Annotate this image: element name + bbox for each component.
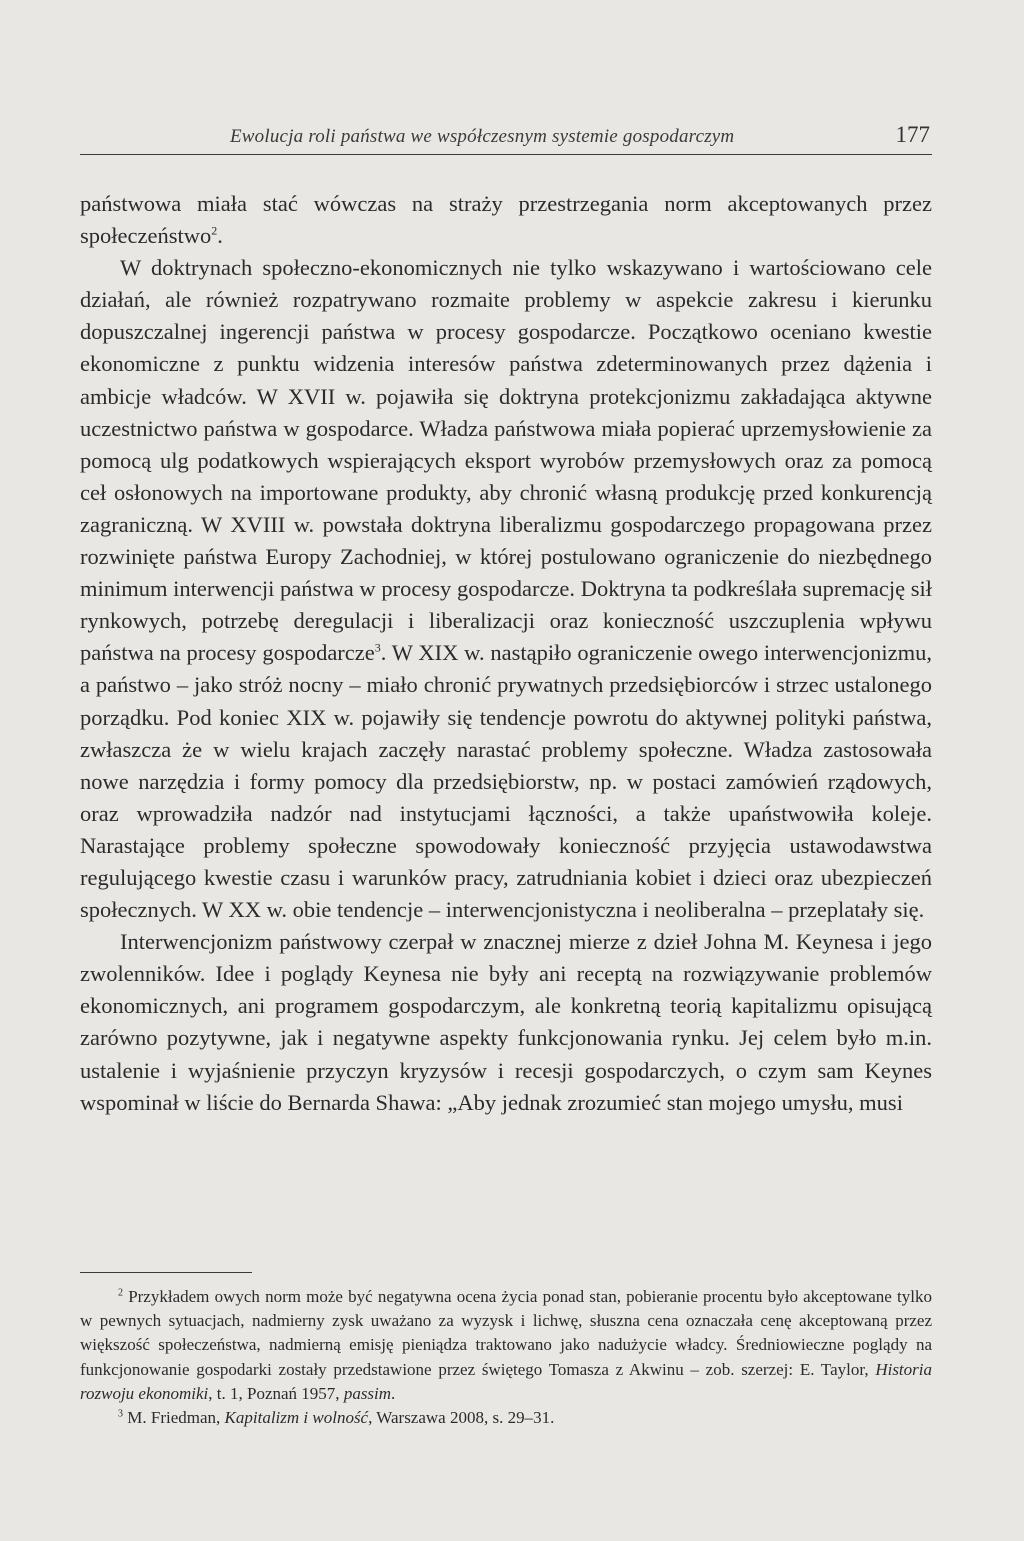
- paragraph-3-text: Interwencjonizm państwowy czerpał w znacznej mierze z dzieł Johna M. Keynesa i jego zwolenników. Idee i poglądy Keynesa nie były ani receptą na rozwiązywanie problemów ekonomicznych, ani programem gospodarczym, ale konkretną teorią kapitalizmu opisującą zarówno pozytywne, jak i negatywne aspekty funkcjonowania rynku. Jej celem było m.in. ustalenie i wyjaśnienie przyczyn kryzysów i recesji gospodarczych, o czym sam Keynes wspominał w liście do Bernarda Shawa: „Aby jednak zrozumieć stan mojego umysłu, musi: [80, 929, 932, 1115]
- paragraph-1-end: .: [217, 223, 223, 249]
- footnote-rule: [80, 1272, 252, 1273]
- body-text: [80, 188, 932, 1119]
- paragraph-2-text-b: . W XIX w. nastąpiło ograniczenie owego interwencjonizmu, a państwo – jako stróż nocny – miało chronić prywatnych przedsiębiorców i strzec ustalonego porządku. Pod koniec XIX w. pojawiły się tendencje powrotu do aktywnej polityki państwa, zwłaszcza że w wielu krajach zaczęły narastać problemy społeczne. Władza zastosowała nowe narzędzia i formy pomocy dla przedsiębiorstw, np. w postaci zamówień rządowych, oraz wprowadziła nadzór nad instytucjami łączności, a także upaństwowiła koleje. Narastające problemy społeczne spowodowały konieczność przyjęcia ustawodawstwa regulującego kwestie czasu i warunków pracy, zatrudniania kobiet i dzieci oraz ubezpieczeń społecznych. W XX w. obie tendencje – interwencjonistyczna i neoliberalna – przeplatały się.: [80, 640, 932, 923]
- paragraph-1-text: państwowa miała stać wówczas na straży przestrzegania norm akceptowanych przez społeczeństwo: [80, 191, 932, 249]
- footnote-2-text: Przykładem owych norm może być negatywna ocena życia ponad stan, pobieranie procentu było akceptowane tylko w pewnych sytuacjach, nadmierny zysk uważano za wyzysk i lichwę, słuszna cena oznaczała cenę akceptowaną przez większość społeczeństwa, nadmierną emisję pieniądza traktowano jako nadużycie władcy. Średniowieczne poglądy na funkcjonowanie gospodarki zostały przedstawione przez świętego Tomasza z Akwinu – zob. szerzej: E. Taylor,: [80, 1287, 932, 1379]
- footnote-2-passim: passim: [343, 1383, 392, 1403]
- footnote-ref-3: 3: [374, 640, 381, 655]
- running-title: Ewolucja roli państwa we współczesnym systemie gospodarczym: [230, 126, 735, 147]
- footnote-3-rest: , Warszawa 2008, s. 29–31.: [368, 1408, 555, 1428]
- paragraph-2: [80, 252, 932, 926]
- page-number: 177: [895, 122, 930, 147]
- header-rule: [80, 154, 932, 155]
- paragraph-3: [80, 926, 932, 1119]
- footnotes: [80, 1285, 932, 1430]
- footnote-2: [80, 1285, 932, 1406]
- footnote-3-title: Kapitalizm i wolność: [224, 1408, 369, 1428]
- footnote-ref-2: 2: [211, 223, 218, 238]
- footnote-3-author: M. Friedman,: [127, 1408, 225, 1428]
- footnote-3: [80, 1406, 932, 1430]
- footnote-3-mark: 3: [118, 1408, 123, 1420]
- paragraph-1: [80, 188, 932, 252]
- footnote-2-mark: 2: [118, 1287, 123, 1299]
- footnote-2-end: .: [391, 1383, 396, 1403]
- page-header: [80, 122, 932, 156]
- footnote-2-after: , t. 1, Poznań 1957,: [208, 1383, 344, 1403]
- footnote-2-title: Historia rozwoju ekonomiki: [80, 1359, 932, 1403]
- paragraph-2-text-a: W doktrynach społeczno-ekonomicznych nie tylko wskazywano i wartościowano cele działań, ale również rozpatrywano rozmaite problemy w aspekcie zakresu i kierunku dopuszczalnej ingerencji państwa w procesy gospodarcze. Początkowo oceniano kwestie ekonomiczne z punktu widzenia interesów państwa zdeterminowanych przez dążenia i ambicje władców. W XVII w. pojawiła się doktryna protekcjonizmu zakładająca aktywne uczestnictwo państwa w gospodarce. Władza państwowa miała popierać uprzemysłowienie za pomocą ulg podatkowych wspierających eksport wyrobów przemysłowych oraz za pomocą ceł osłonowych na importowane produkty, aby chronić własną produkcję przed konkurencją zagraniczną. W XVIII w. powstała doktryna liberalizmu gospodarczego propagowana przez rozwinięte państwa Europy Zachodniej, w której postulowano ograniczenie do niezbędnego minimum interwencji państwa w procesy gospodarcze. Doktryna ta podkreślała supremację sił rynkowych, potrzebę deregulacji i liberalizacji oraz konieczność uszczuplenia wpływu państwa na procesy gospodarcze: [80, 255, 932, 666]
